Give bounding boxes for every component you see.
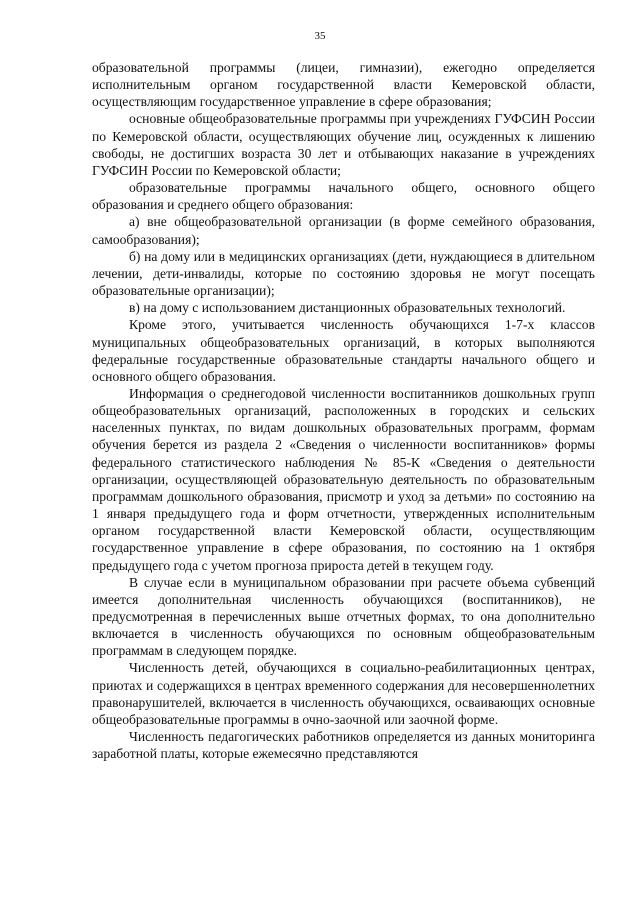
paragraph-gufsin-programs: основные общеобразовательные программы при учреждениях ГУФСИН России по Кемеровской области, осуществляющих обучение лиц, осужденных к лишению свободы, не достигших возраста 30 лет и отбывающих наказание в учреждениях ГУФСИН России по Кемеровской области; [92, 111, 595, 178]
paragraph-general-education-programs: образовательные программы начального общего, основного общего образования и среднего общего образования: [92, 180, 595, 213]
paragraph-item-b-home-or-medical: б) на дому или в медицинских организациях (дети, нуждающиеся в длительном лечении, дети-инвалиды, которые по состоянию здоровья не могут посещать образовательные организации); [92, 248, 595, 299]
paragraph-grades-1-7: Кроме этого, учитывается численность обучающихся 1-7-х классов муниципальных общеобразовательных организаций, в которых выполняются федеральные государственные образовательные стандарты начального общего и основного общего образования. [92, 317, 595, 384]
paragraph-continuation-lyceums: образовательной программы (лицеи, гимназии), ежегодно определяется исполнительным органом государственной власти Кемеровской области, осуществляющим государственное управление в сфере образования; [92, 60, 595, 110]
page-number: 35 [314, 30, 326, 42]
document-body [92, 59, 595, 762]
paragraph-item-c-distance-learning: в) на дому с использованием дистанционных образовательных технологий. [129, 300, 566, 316]
paragraph-additional-enrollment: В случае если в муниципальном образовании при расчете объема субвенций имеется дополнительная численность обучающихся (воспитанников), не предусмотренная в перечисленных выше отчетных формах, то она дополнительно включается в численность обучающихся по основным общеобразовательным программам в следующем порядке. [92, 574, 595, 659]
paragraph-preschool-enrollment-info: Информация о среднегодовой численности воспитанников дошкольных групп общеобразовательных организаций, расположенных в городских и сельских населенных пунктах, по видам дошкольных образовательных программ, формам обучения берется из раздела 2 «Сведения о численности воспитанников» формы федерального статистического наблюдения № 85-К «Сведения о деятельности организации, осуществляющей образовательную деятельность по образовательным программам дошкольного образования, присмотр и уход за детьми» по состоянию на 1 января предыдущего года и форм отчетности, утвержденных исполнительным органом государственной власти Кемеровской области, осуществляющим государственное управление в сфере образования, по состоянию на 1 октября предыдущего года с учетом прогноза прироста детей в текущем году. [92, 385, 595, 573]
paragraph-item-a-outside-organization: а) вне общеобразовательной организации (в форме семейного образования, самообразования); [92, 214, 595, 247]
paragraph-teaching-staff: Численность педагогических работников определяется из данных мониторинга заработной платы, которые ежемесячно представляются [92, 729, 595, 762]
paragraph-rehabilitation-centers: Численность детей, обучающихся в социально-реабилитационных центрах, приютах и содержащихся в центрах временного содержания для несовершеннолетних правонарушителей, включается в численность обучающихся, осваивающих основные общеобразовательные программы в очно-заочной или заочной форме. [92, 660, 595, 727]
